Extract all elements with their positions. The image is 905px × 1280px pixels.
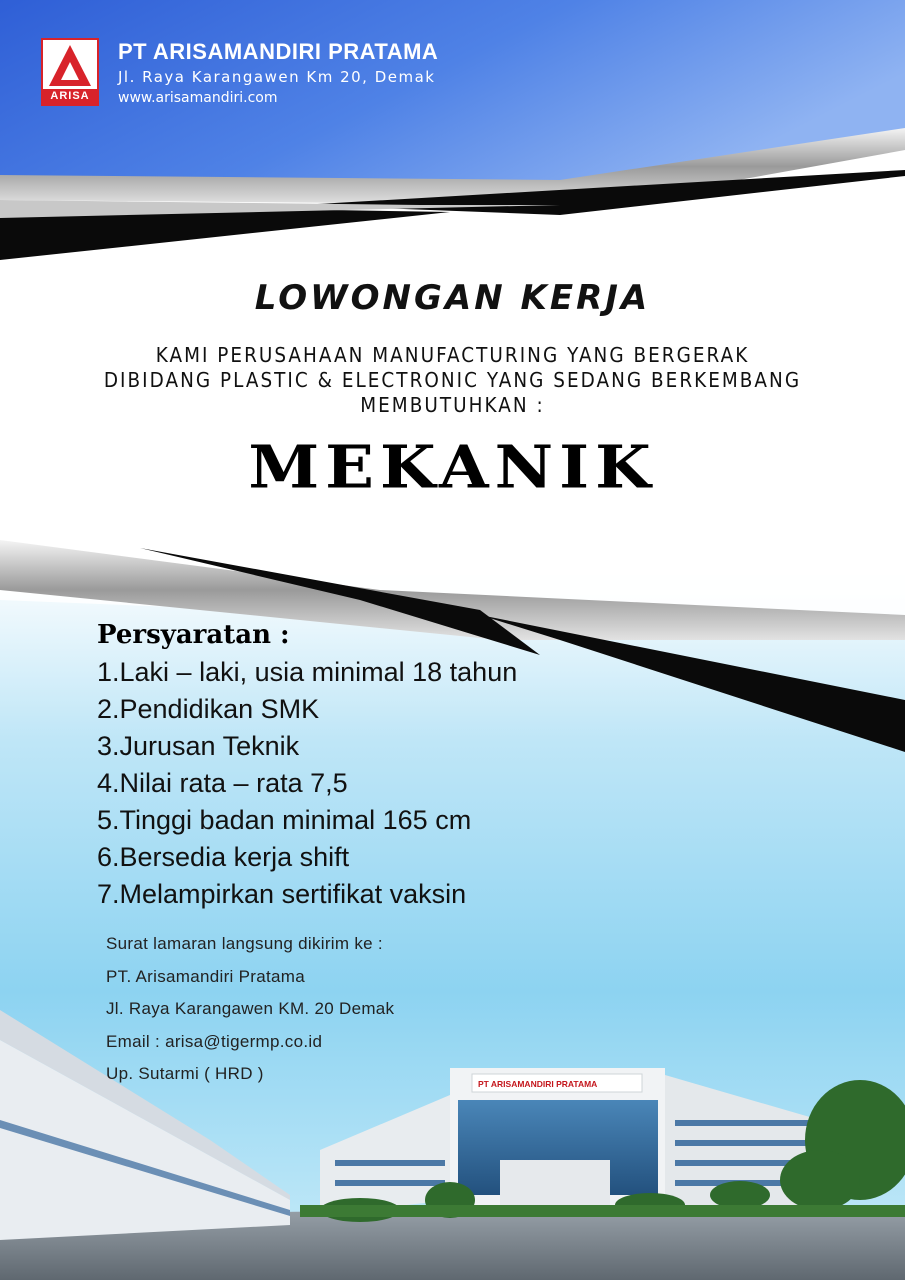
company-address: Jl. Raya Karangawen Km 20, Demak: [118, 68, 436, 86]
requirement-item: 3.Jurusan Teknik: [97, 731, 300, 761]
building-sign-text: PT ARISAMANDIRI PRATAMA: [478, 1079, 598, 1089]
requirements-list: [97, 654, 517, 913]
logo-text: ARISA: [43, 89, 97, 104]
requirement-item: 6.Bersedia kerja shift: [97, 842, 350, 872]
requirements-title: Persyaratan :: [97, 620, 290, 650]
intro-line: MEMBUTUHKAN :: [360, 393, 545, 417]
intro-text: [36, 343, 869, 418]
requirement-item: 4.Nilai rata – rata 7,5: [97, 768, 348, 798]
position-title: MEKANIK: [248, 433, 657, 502]
requirement-item: 7.Melampirkan sertifikat vaksin: [97, 879, 467, 909]
intro-line: KAMI PERUSAHAAN MANUFACTURING YANG BERGERAK: [155, 343, 750, 367]
arisa-triangle-icon: [43, 40, 97, 90]
headline: LOWONGAN KERJA: [254, 278, 651, 318]
contact-line: Surat lamaran langsung dikirim ke :: [106, 934, 383, 953]
requirement-item: 2.Pendidikan SMK: [97, 694, 320, 724]
header-black-swoosh-1: [0, 210, 450, 260]
contact-info: [106, 928, 394, 1091]
contact-line: Jl. Raya Karangawen KM. 20 Demak: [106, 999, 395, 1018]
company-header: [118, 38, 438, 108]
intro-line: DIBIDANG PLASTIC & ELECTRONIC YANG SEDANG BERKEMBANG: [103, 368, 802, 392]
requirement-item: 5.Tinggi badan minimal 165 cm: [97, 805, 472, 835]
contact-line: PT. Arisamandiri Pratama: [106, 966, 305, 986]
contact-email: Email : arisa@tigermp.co.id: [106, 1031, 323, 1051]
company-name: PT ARISAMANDIRI PRATAMA: [118, 39, 439, 64]
contact-line: Up. Sutarmi ( HRD ): [106, 1064, 264, 1083]
building-entrance: [500, 1160, 610, 1210]
company-logo: [41, 38, 99, 106]
requirement-item: 1.Laki – laki, usia minimal 18 tahun: [97, 657, 518, 687]
hedge: [300, 1205, 905, 1217]
company-website: www.arisamandiri.com: [118, 90, 278, 106]
